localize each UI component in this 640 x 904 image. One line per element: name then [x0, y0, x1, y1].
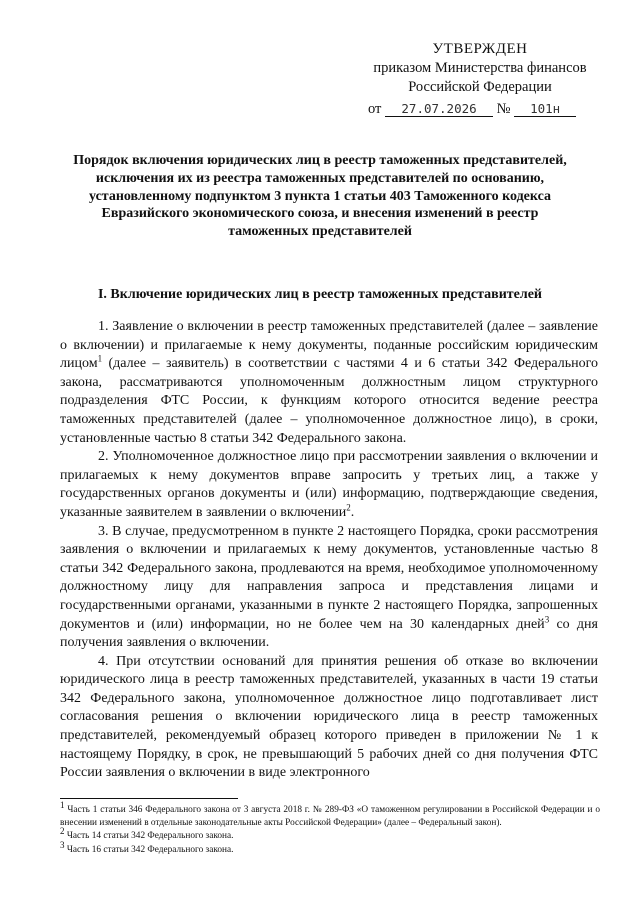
approval-word: УТВЕРЖДЕН — [432, 41, 528, 57]
footnote-ref-2: 2 — [346, 502, 351, 513]
approval-line-1: приказом Министерства финансов — [373, 60, 587, 76]
section-heading: I. Включение юридических лиц в реестр таможенных представителей — [97, 287, 542, 302]
footnote-ref-3: 3 — [544, 613, 550, 624]
paragraph-2: 2. Уполномоченное должностное лицо при рассмотрении заявления о включении и прилагаемых к нему документов вправе запросить у третьих лиц, а также у государственных органов документы и (или) информацию, подтверждающие сведения, указанные заявителем в заявлении о включении$^2$. — [60, 449, 598, 520]
footnote-divider — [60, 798, 238, 799]
document-title: Порядок включения юридических лиц в реестр таможенных представителей, исключения их из реестра таможенных представителей по основанию, установленному подпунктом 3 пункта 1 статьи 403 Таможенного кодекса Евразийского экономического союза, и внесения изменений в реестр таможенных представителей — [73, 153, 567, 240]
order-number: 101н — [514, 102, 576, 117]
paragraph-4: 4. При отсутствии оснований для принятия решения об отказе во включении юридического лица в реестр таможенных представителей, указанных в части 19 статьи 342 Федерального закона, уполномоченное должностное лицо подготавливает лист согласования решения о включении юридического лица в реестр таможенных представителей, рекомендуемый образец которого приведен в приложении № 1 к настоящему Порядку, в срок, не превышающий 5 рабочих дней со дня получения ФТС России заявления о включении в виде электронного — [60, 653, 598, 781]
footnote-ref-1: 1 — [97, 353, 103, 364]
date-prefix: от — [368, 101, 382, 117]
footnote-3: $^3$ Часть 16 статьи 342 Федерального закона. — [60, 839, 234, 855]
paragraph-3: 3. В случае, предусмотренном в пункте 2 настоящего Порядка, сроки рассмотрения заявления о включении и прилагаемых к нему документов, установленные частью 8 статьи 342 Федерального закона, продлеваются на время, необходимое уполномоченному должностному лицу для направления запроса и представления лицами и государственными органами, указанными в пункте 2 настоящего Порядка, запрошенных документов и (или) информации, но не более чем на 30 календарных дней$^3$ со дня получения заявления о включении. — [60, 523, 598, 651]
document-body — [60, 318, 598, 783]
number-prefix: № — [496, 101, 511, 117]
approval-stamp — [360, 40, 600, 119]
footnote-2: $^2$ Часть 14 статьи 342 Федерального закона. — [60, 826, 234, 842]
order-date: 27.07.2026 — [385, 102, 493, 117]
footnote-1: $^1$ Часть 1 статьи 346 Федерального закона от 3 августа 2018 г. № 289-ФЗ «О таможенном регулировании в Российской Федерации и о внесении изменений в отдельные законодательные акты Российской Федерации» (далее – Федеральный закон). — [60, 799, 601, 829]
approval-line-2: Российской Федерации — [408, 79, 552, 95]
footnotes — [60, 799, 601, 857]
order-date-number — [360, 100, 600, 119]
paragraph-1: 1. Заявление о включении в реестр таможенных представителей (далее – заявление о включении) и прилагаемые к нему документы, поданные российским юридическим лицом$^1$ (далее – заявитель) в соответствии с частями 4 и 6 статьи 342 Федерального закона, рассматриваются уполномоченным должностным лицом структурного подразделения ФТС России, к функциям которого относится ведение реестра таможенных представителей (далее – уполномоченное должностное лицо), в сроки, установленные частью 8 статьи 342 Федерального закона. — [60, 319, 598, 446]
